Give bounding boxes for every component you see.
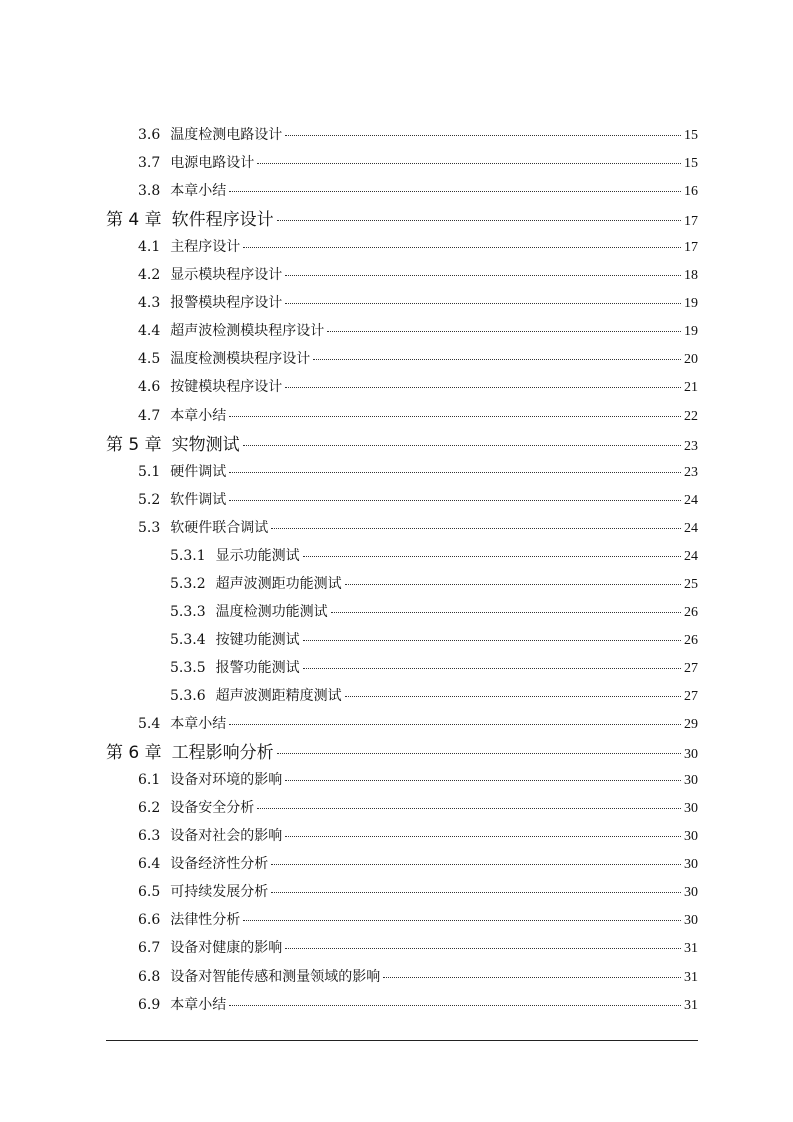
- toc-dot-leader: [285, 387, 681, 388]
- toc-entry-number: 3.7: [138, 155, 161, 172]
- toc-entry[interactable]: [138, 853, 698, 873]
- toc-entry-title: 软件调试: [170, 491, 227, 508]
- toc-entry-title: 硬件调试: [170, 463, 227, 480]
- toc-entry-title: 法律性分析: [170, 912, 241, 929]
- toc-entry[interactable]: [138, 713, 698, 733]
- toc-entry-number: 6.7: [138, 940, 161, 957]
- toc-entry-number: 5.3.6: [170, 688, 206, 704]
- toc-dot-leader: [345, 696, 681, 697]
- toc-entry[interactable]: [170, 545, 698, 565]
- toc-dot-leader: [345, 584, 681, 585]
- toc-entry-number: 4.3: [138, 295, 161, 312]
- toc-entry-title: 主程序设计: [170, 239, 241, 256]
- toc-entry-page-number: 17: [684, 214, 698, 230]
- toc-dot-leader: [257, 163, 681, 164]
- toc-entry-page-number: 30: [684, 913, 698, 929]
- toc-entry-title: 按键功能测试: [215, 631, 300, 648]
- toc-entry-page-number: 31: [684, 997, 698, 1013]
- toc-entry-number: 6.8: [138, 968, 161, 985]
- toc-entry-page-number: 27: [684, 689, 698, 704]
- toc-entry-page-number: 19: [684, 324, 698, 340]
- toc-entry-title: 温度检测模块程序设计: [170, 351, 311, 368]
- toc-entry-title: 电源电路设计: [170, 155, 255, 172]
- toc-dot-leader: [303, 556, 681, 557]
- toc-entry[interactable]: [170, 629, 698, 649]
- toc-entry-page-number: 23: [684, 464, 698, 480]
- toc-entry-page-number: 30: [684, 829, 698, 845]
- toc-entry-number: 6.4: [138, 856, 161, 873]
- toc-entry-page-number: 23: [684, 438, 698, 454]
- toc-dot-leader: [327, 331, 681, 332]
- toc-entry[interactable]: [138, 124, 698, 144]
- toc-entry-page-number: 30: [684, 801, 698, 817]
- toc-entry[interactable]: [138, 966, 698, 986]
- toc-entry-number: 3.6: [138, 127, 161, 143]
- toc-entry[interactable]: [138, 405, 698, 425]
- toc-entry[interactable]: [138, 180, 698, 200]
- toc-dot-leader: [229, 724, 681, 725]
- toc-entry-page-number: 21: [684, 380, 698, 396]
- toc-entry[interactable]: [138, 152, 698, 172]
- toc-entry-page-number: 30: [684, 857, 698, 873]
- toc-entry-title: 设备对健康的影响: [170, 940, 283, 957]
- toc-entry-title: 可持续发展分析: [170, 884, 269, 901]
- toc-entry[interactable]: [138, 769, 698, 789]
- toc-dot-leader: [243, 247, 681, 248]
- toc-dot-leader: [277, 753, 681, 754]
- toc-entry-number: 第 6 章: [106, 743, 162, 764]
- toc-entry[interactable]: [138, 994, 698, 1014]
- toc-entry-page-number: 30: [684, 773, 698, 789]
- toc-entry-number: 4.4: [138, 323, 161, 340]
- toc-entry[interactable]: [106, 430, 698, 455]
- toc-entry-number: 5.3: [138, 519, 161, 536]
- toc-dot-leader: [271, 528, 681, 529]
- toc-entry-number: 5.3.1: [170, 547, 206, 564]
- toc-entry[interactable]: [170, 601, 698, 621]
- toc-dot-leader: [285, 948, 681, 949]
- toc-dot-leader: [229, 472, 681, 473]
- toc-entry-number: 5.3.3: [170, 603, 206, 620]
- toc-dot-leader: [331, 612, 681, 613]
- toc-entry-number: 4.1: [138, 239, 161, 256]
- toc-entry-title: 显示模块程序设计: [170, 267, 283, 284]
- toc-entry-page-number: 31: [684, 969, 698, 985]
- toc-dot-leader: [285, 836, 681, 837]
- toc-entry-number: 4.7: [138, 407, 161, 424]
- toc-entry-number: 4.6: [138, 379, 161, 396]
- toc-dot-leader: [383, 977, 681, 978]
- toc-entry-number: 4.2: [138, 267, 161, 284]
- toc-entry[interactable]: [106, 738, 698, 763]
- toc-dot-leader: [257, 808, 681, 809]
- toc-entry[interactable]: [170, 657, 698, 677]
- toc-entry-title: 显示功能测试: [215, 547, 300, 564]
- toc-entry-page-number: 24: [684, 520, 698, 536]
- toc-entry-number: 5.3.4: [170, 631, 206, 648]
- toc-dot-leader: [313, 359, 681, 360]
- toc-entry-title: 本章小结: [170, 996, 227, 1013]
- toc-entry-number: 3.8: [138, 183, 161, 200]
- toc-entry-title: 本章小结: [170, 183, 227, 200]
- toc-entry-page-number: 31: [684, 941, 698, 957]
- toc-entry-number: 5.3.5: [170, 659, 206, 676]
- toc-dot-leader: [271, 864, 681, 865]
- toc-entry-page-number: 16: [684, 184, 698, 200]
- toc-dot-leader: [229, 1005, 681, 1006]
- toc-entry-title: 超声波测距功能测试: [215, 575, 342, 592]
- toc-entry[interactable]: [138, 825, 698, 845]
- toc-dot-leader: [285, 135, 681, 136]
- toc-entry-title: 超声波检测模块程序设计: [170, 323, 325, 340]
- toc-entry-page-number: 27: [684, 660, 698, 676]
- toc-entry-page-number: 18: [684, 268, 698, 284]
- toc-entry-number: 6.9: [138, 996, 161, 1013]
- toc-entry-page-number: 30: [684, 747, 698, 763]
- toc-entry-page-number: 26: [684, 604, 698, 620]
- toc-entry-title: 超声波测距精度测试: [215, 688, 342, 704]
- toc-entry-title: 设备对环境的影响: [170, 772, 283, 789]
- toc-entry[interactable]: [138, 264, 698, 284]
- toc-entry-number: 6.1: [138, 772, 161, 789]
- toc-entry[interactable]: [138, 797, 698, 817]
- toc-dot-leader: [243, 445, 681, 446]
- toc-entry-number: 第 4 章: [106, 210, 162, 231]
- toc-entry[interactable]: [138, 292, 698, 312]
- toc-dot-leader: [243, 920, 681, 921]
- toc-entry-title: 设备经济性分析: [170, 856, 269, 873]
- toc-dot-leader: [285, 780, 681, 781]
- toc-entry-title: 报警模块程序设计: [170, 295, 283, 312]
- toc-entry-number: 4.5: [138, 351, 161, 368]
- toc-entry[interactable]: [138, 348, 698, 368]
- toc-entry-page-number: 29: [684, 717, 698, 733]
- toc-entry[interactable]: [138, 517, 698, 537]
- toc-entry-number: 5.4: [138, 716, 161, 733]
- toc-entry-number: 6.3: [138, 828, 161, 845]
- toc-entry-page-number: 15: [684, 128, 698, 143]
- toc-entry-title: 设备对社会的影响: [170, 828, 283, 845]
- toc-entry[interactable]: [106, 205, 698, 230]
- toc-entry-title: 设备对智能传感和测量领域的影响: [170, 968, 381, 985]
- toc-entry-page-number: 15: [684, 156, 698, 172]
- toc-entry-page-number: 20: [684, 352, 698, 368]
- toc-entry-title: 本章小结: [170, 716, 227, 733]
- toc-entry-number: 6.5: [138, 884, 161, 901]
- toc-entry-title: 本章小结: [170, 407, 227, 424]
- toc-entry-page-number: 19: [684, 296, 698, 312]
- footer-rule: [106, 1040, 698, 1041]
- toc-entry[interactable]: [138, 376, 698, 396]
- toc-entry[interactable]: [138, 461, 698, 481]
- toc-dot-leader: [229, 500, 681, 501]
- toc-entry-number: 第 5 章: [106, 434, 162, 455]
- toc-entry[interactable]: [138, 320, 698, 340]
- toc-entry-page-number: 17: [684, 240, 698, 256]
- toc-entry-title: 温度检测功能测试: [215, 603, 328, 620]
- toc-dot-leader: [229, 191, 681, 192]
- toc-entry-page-number: 24: [684, 548, 698, 564]
- toc-entry-title: 实物测试: [171, 434, 240, 455]
- toc-entry[interactable]: [138, 909, 698, 929]
- toc-entry[interactable]: [138, 236, 698, 256]
- toc-entry-number: 5.2: [138, 491, 161, 508]
- toc-dot-leader: [285, 275, 681, 276]
- toc-entry-title: 软件程序设计: [171, 210, 274, 231]
- toc-entry-number: 6.6: [138, 912, 161, 929]
- toc-dot-leader: [271, 892, 681, 893]
- toc-dot-leader: [303, 640, 681, 641]
- toc-entry[interactable]: [170, 685, 698, 705]
- toc-entry-title: 按键模块程序设计: [170, 379, 283, 396]
- toc-dot-leader: [303, 668, 681, 669]
- toc-entry-page-number: 24: [684, 492, 698, 508]
- toc-entry-title: 报警功能测试: [215, 659, 300, 676]
- toc-dot-leader: [229, 416, 681, 417]
- toc-dot-leader: [277, 220, 681, 221]
- toc-entry-page-number: 26: [684, 632, 698, 648]
- toc-entry[interactable]: [138, 489, 698, 509]
- toc-entry[interactable]: [138, 881, 698, 901]
- toc-entry-title: 温度检测电路设计: [170, 127, 283, 143]
- toc-entry-title: 软硬件联合调试: [170, 519, 269, 536]
- toc-entry-page-number: 22: [684, 408, 698, 424]
- toc-entry-page-number: 30: [684, 885, 698, 901]
- toc-entry-number: 5.3.2: [170, 575, 206, 592]
- toc-entry[interactable]: [138, 937, 698, 957]
- toc-entry[interactable]: [170, 573, 698, 593]
- toc-entry-title: 设备安全分析: [170, 800, 255, 817]
- toc-entry-title: 工程影响分析: [171, 743, 274, 764]
- toc-entry-number: 6.2: [138, 800, 161, 817]
- toc-entry-page-number: 25: [684, 576, 698, 592]
- toc-dot-leader: [285, 303, 681, 304]
- toc-entry-number: 5.1: [138, 463, 161, 480]
